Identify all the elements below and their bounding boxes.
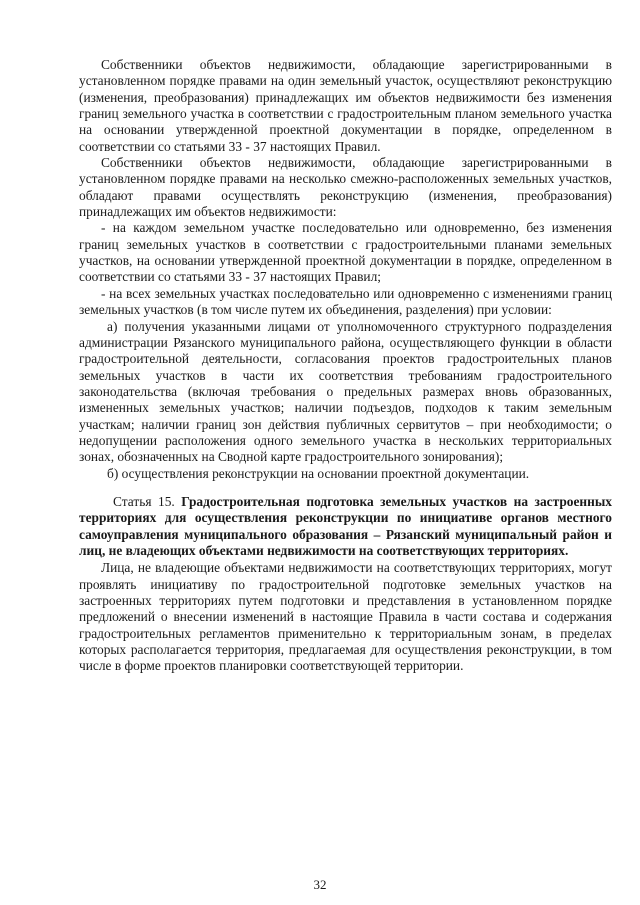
paragraph-single-plot: Собственники объектов недвижимости, обладающие зарегистрированными в установленном порядке правами на один земельный участок, осуществляют реконструкцию (изменения, преобразования) принадлежащих им объектов недвижимости без изменения границ земельного участка в соответствии с градостроительным планом земельного участка на основании утвержденной проектной документации в порядке, определенном в соответствии со статьями 33 - 37 настоящих Правил. bbox=[79, 57, 612, 154]
document-page bbox=[79, 57, 612, 675]
paragraph-condition-b: б) осуществления реконструкции на основании проектной документации. bbox=[107, 465, 530, 481]
article-number: Статья 15. bbox=[113, 493, 175, 509]
paragraph-condition-a: а) получения указанными лицами от уполномоченного структурного подразделения администрации Рязанского муниципального района, осуществляющего функции в области градостроительной деятельности, согласования проектов градостроительных планов земельных участков в части их соответствия требованиям градостроительного законодательства (включая требования о предельных размерах вновь образованных, измененных земельных участков; наличии подъездов, подходов к таким земельным участкам; наличии границ зон действия публичных сервитутов – при необходимости; о недопущении расположения одного земельного участка в нескольких территориальных зонах, обозначенных на Сводной карте градостроительного зонирования); bbox=[79, 318, 612, 465]
paragraph-multiple-plots: Собственники объектов недвижимости, обладающие зарегистрированными в установленном порядке правами на несколько смежно-расположенных земельных участков, обладают правами осуществлять реконструкцию (изменения, преобразования) принадлежащих им объектов недвижимости: bbox=[79, 155, 612, 220]
article-title: Градостроительная подготовка земельных участков на застроенных территориях для осуществления реконструкции по инициативе органов местного самоуправления муниципального образования – Рязанский муниципальный район и лиц, не владеющих объектами недвижимости на соответствующих территориях. bbox=[79, 493, 612, 558]
article-heading bbox=[79, 494, 612, 559]
article-body: Лица, не владеющие объектами недвижимости на соответствующих территориях, могут проявлять инициативу по градостроительной подготовке земельных участков на застроенных территориях путем подготовки и представления в установленном порядке предложений о внесении изменений в настоящие Правила в части состава и содержания градостроительных регламентов применительно к территориальным зонам, в пределах которых располагается территория, предлагаемая для осуществления реконструкции, в том числе в форме проектов планировки соответствующей территории. bbox=[79, 560, 612, 674]
page-number: 32 bbox=[313, 877, 327, 892]
paragraph-all-plots: - на всех земельных участках последовательно или одновременно с изменениями границ земельных участков (в том числе путем их объединения, разделения) при условии: bbox=[79, 285, 612, 318]
paragraph-each-plot: - на каждом земельном участке последовательно или одновременно, без изменения границ земельных участков в соответствии с градостроительными планами земельных участков, на основании утвержденной проектной документации в порядке, определенном в соответствии со статьями 33 - 37 настоящих Правил; bbox=[79, 220, 612, 285]
